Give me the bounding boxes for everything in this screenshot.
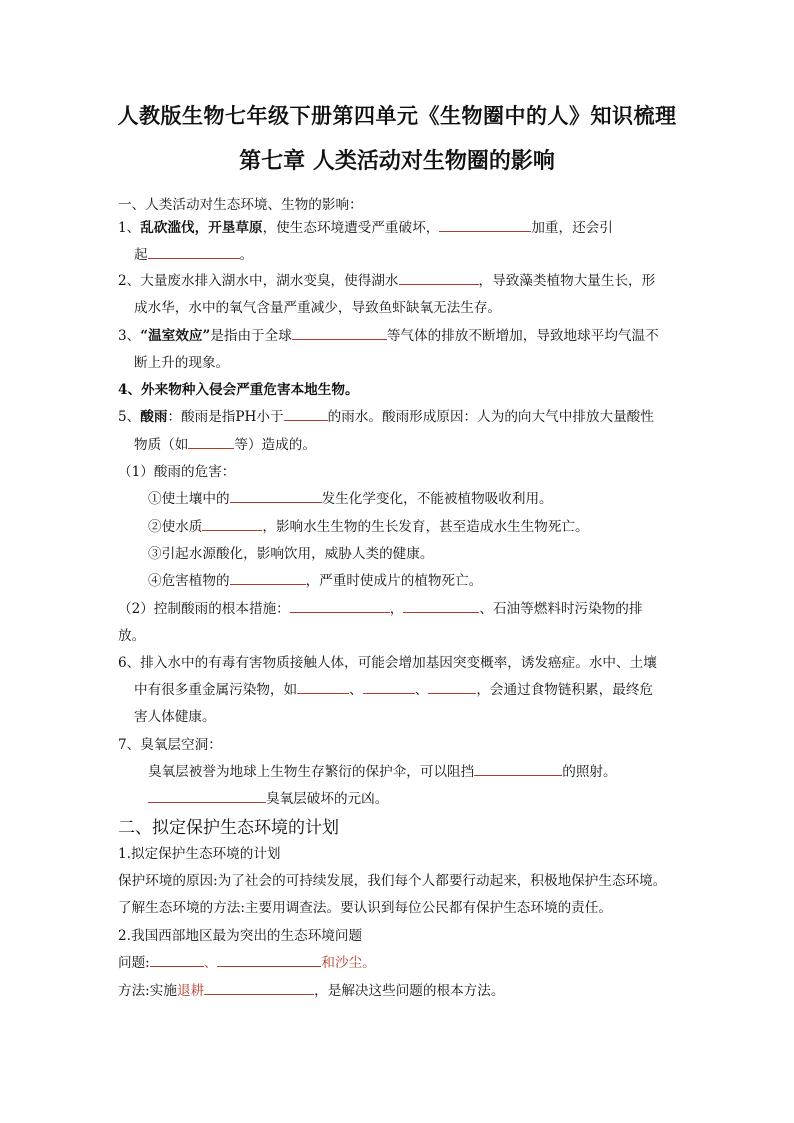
text: ：酸雨是指PH小于 bbox=[167, 409, 284, 425]
item-6-line-1: 6、排入水中的有毒有害物质接触人体，可能会增加基因突变概率，诱发癌症。水中、土壤 bbox=[118, 655, 657, 671]
separator: 、 bbox=[203, 955, 218, 971]
item-2-line-2: 成水华，水中的氧气含量严重减少，导致鱼虾缺氧无法生存。 bbox=[134, 300, 502, 316]
paragraph: 2.我国西部地区最为突出的生态环境问题 bbox=[118, 928, 363, 944]
harm-3: ③引起水源酸化，影响饮用，威胁人类的健康。 bbox=[148, 546, 434, 562]
bold-term: 乱砍滥伐，开垦草原 bbox=[140, 220, 263, 236]
text: 等）造成的。 bbox=[234, 437, 316, 453]
text: 臭氧层被誉为地球上生物生存繁衍的保护伞，可以阻挡 bbox=[148, 764, 475, 780]
text: 是指由于全球 bbox=[210, 328, 292, 344]
item-7-label: 7、臭氧层空洞： bbox=[118, 737, 222, 753]
text: ，会通过食物链积累，最终危 bbox=[476, 682, 654, 698]
item-number: 1、 bbox=[118, 220, 141, 236]
fill-blank bbox=[150, 954, 204, 967]
item-6-line-3: 害人体健康。 bbox=[134, 709, 216, 725]
paragraph: 保护环境的原因:为了社会的可持续发展，我们每个人都要行动起来，积极地保护生态环境。 bbox=[118, 873, 667, 889]
text: ④危害植物的 bbox=[148, 573, 230, 589]
harm-2 bbox=[148, 518, 589, 536]
fill-blank bbox=[403, 600, 479, 613]
text: 。 bbox=[239, 247, 254, 263]
text: ，严重时使成片的植物死亡。 bbox=[305, 573, 483, 589]
text: 的雨水。酸雨形成原因：人为的向大气中排放大量酸性 bbox=[327, 409, 654, 425]
chapter-title: 第七章 人类活动对生物圈的影响 bbox=[239, 149, 555, 174]
item-5-line-1 bbox=[118, 408, 654, 426]
acid-rain-control-line-2: 放。 bbox=[118, 628, 146, 644]
text: ，使生态环境遭受严重破坏， bbox=[262, 220, 440, 236]
text: 发生化学变化，不能被植物吸收利用。 bbox=[321, 491, 553, 507]
text: （2）控制酸雨的根本措施： bbox=[118, 601, 290, 617]
item-1-line-2 bbox=[134, 246, 253, 264]
text: 、 bbox=[414, 682, 429, 698]
fill-blank bbox=[399, 272, 479, 285]
section-heading: 二、拟定保护生态环境的计划 bbox=[118, 818, 339, 838]
text: 起 bbox=[134, 247, 148, 263]
fill-blank bbox=[217, 954, 321, 967]
item-number: 3、 bbox=[118, 328, 141, 344]
fill-blank bbox=[230, 572, 306, 585]
text: ，是解决这些问题的根本方法。 bbox=[314, 983, 505, 999]
text: ，影响水生生物的生长发育，甚至造成水生生物死亡。 bbox=[262, 519, 589, 535]
text: 问题: bbox=[118, 955, 150, 971]
fill-blank bbox=[297, 681, 349, 694]
fill-blank bbox=[202, 518, 262, 531]
text: ，导致藻类植物大量生长，形 bbox=[478, 273, 656, 289]
text: 的照射。 bbox=[562, 764, 617, 780]
bold-term: “温室效应” bbox=[140, 328, 211, 344]
text: ， bbox=[389, 601, 404, 617]
item-number: 5、 bbox=[118, 409, 141, 425]
text: 2、大量废水排入湖水中，湖水变臭，使得湖水 bbox=[118, 273, 399, 289]
text: ①使土壤中的 bbox=[148, 491, 230, 507]
item-6-line-2 bbox=[134, 681, 653, 699]
acid-rain-control-line-1 bbox=[118, 600, 643, 618]
item-5-line-2 bbox=[134, 436, 316, 454]
fill-blank bbox=[292, 327, 387, 340]
bold-term: 酸雨 bbox=[140, 409, 168, 425]
item-3-line-1 bbox=[118, 327, 659, 345]
item-2-line-1 bbox=[118, 272, 655, 290]
text: 中有很多重金属污染物，如 bbox=[134, 682, 298, 698]
document-title: 人教版生物七年级下册第四单元《生物圈中的人》知识梳理 bbox=[117, 104, 677, 128]
text: 臭氧层破坏的元凶。 bbox=[266, 791, 389, 807]
text: 方法:实施 bbox=[118, 983, 177, 999]
fill-blank bbox=[188, 436, 234, 449]
section-heading: 一、人类活动对生态环境、生物的影响： bbox=[118, 197, 363, 213]
text: 加重，还会引 bbox=[531, 220, 613, 236]
fill-blank bbox=[230, 490, 322, 503]
text: 、 bbox=[349, 682, 363, 698]
fill-blank bbox=[439, 219, 531, 232]
fill-blank bbox=[363, 681, 415, 694]
item-4: 4、外来物种入侵会严重危害本地生物。 bbox=[118, 382, 359, 398]
fill-blank bbox=[474, 763, 562, 776]
paragraph: 1.拟定保护生态环境的计划 bbox=[118, 846, 281, 862]
item-7-line-1 bbox=[148, 763, 617, 781]
problem-line bbox=[118, 954, 376, 972]
fill-blank bbox=[148, 790, 266, 803]
item-3-line-2: 断上升的现象。 bbox=[134, 355, 230, 371]
fill-blank bbox=[428, 681, 476, 694]
text: 物质（如 bbox=[134, 437, 189, 453]
item-7-line-2 bbox=[148, 790, 388, 808]
text: 和沙尘。 bbox=[321, 955, 376, 971]
method-line bbox=[118, 982, 504, 1000]
text: 等气体的排放不断增加，导致地球平均气温不 bbox=[386, 328, 659, 344]
text: 、石油等燃料时污染物的排 bbox=[479, 601, 643, 617]
fill-blank bbox=[290, 600, 390, 613]
paragraph: 了解生态环境的方法:主要用调查法。要认识到每位公民都有保护生态环境的责任。 bbox=[118, 900, 612, 916]
item-1-line-1 bbox=[118, 219, 613, 237]
text: ②使水质 bbox=[148, 519, 203, 535]
acid-rain-harm-label: （1）酸雨的危害： bbox=[118, 464, 236, 480]
fill-blank bbox=[284, 408, 328, 421]
fill-blank bbox=[148, 246, 240, 259]
text: 退耕 bbox=[176, 983, 205, 999]
harm-1 bbox=[148, 490, 553, 508]
harm-4 bbox=[148, 572, 482, 590]
fill-blank bbox=[204, 982, 314, 995]
